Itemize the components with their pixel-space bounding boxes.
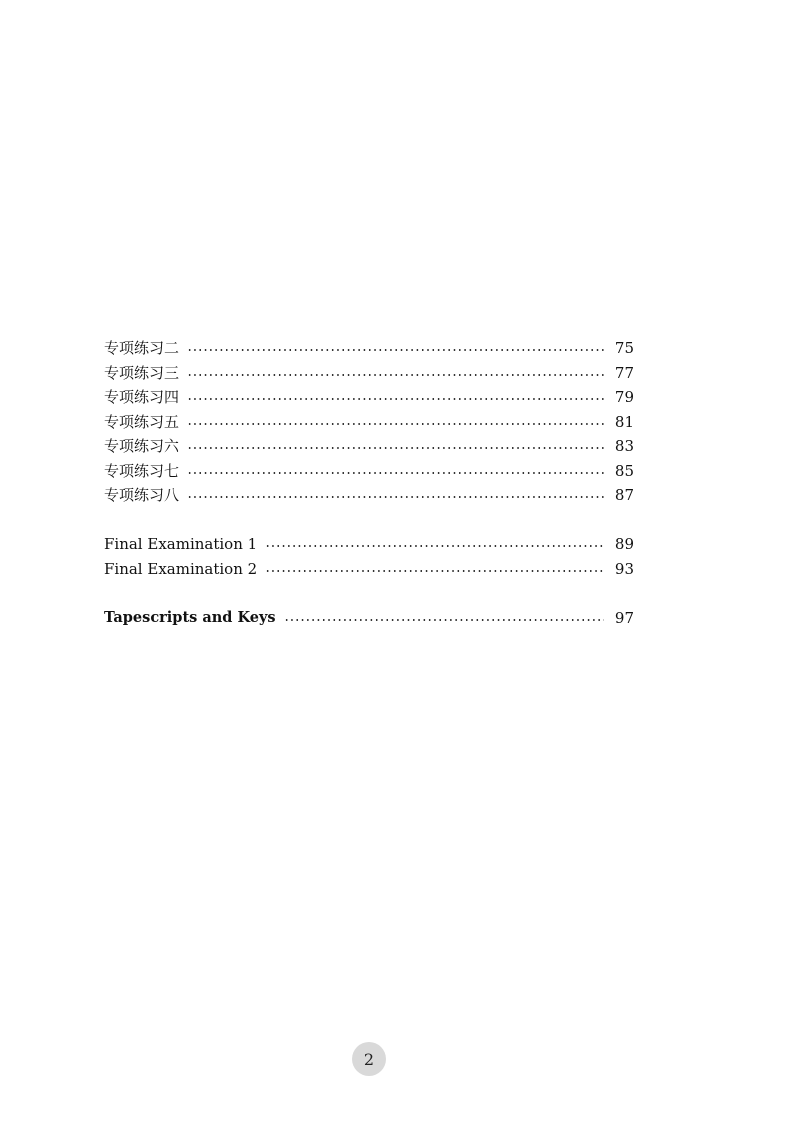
toc-entry-final-exam-2[interactable] — [104, 557, 634, 582]
toc-entry-practice-7[interactable] — [104, 459, 634, 484]
toc-entry-practice-8[interactable] — [104, 483, 634, 508]
toc-entry-label: Final Examination 1 — [104, 535, 258, 553]
toc-entry-page: 97 — [614, 608, 634, 627]
toc-entry-page: 77 — [614, 363, 634, 382]
toc-entry-page: 85 — [614, 461, 634, 480]
toc-entry-label: Tapescripts and Keys — [104, 608, 276, 626]
toc-entry-label: 专项练习七 — [104, 461, 180, 480]
page-number-badge — [352, 1042, 386, 1076]
dot-leader — [187, 472, 604, 474]
dot-leader — [187, 349, 604, 351]
dot-leader — [187, 447, 604, 449]
toc-entry-practice-6[interactable] — [104, 434, 634, 459]
dot-leader — [284, 619, 604, 621]
toc-entry-page: 81 — [614, 412, 634, 431]
toc-entry-page: 79 — [614, 388, 634, 406]
toc-entry-page: 75 — [614, 339, 634, 357]
dot-leader — [265, 570, 604, 572]
toc-entry-final-exam-1[interactable] — [104, 532, 634, 557]
toc-entry-label: 专项练习六 — [104, 437, 180, 455]
section-spacer — [104, 581, 634, 606]
dot-leader — [187, 423, 604, 425]
dot-leader — [187, 398, 604, 400]
toc-entry-page: 87 — [614, 486, 634, 504]
toc-entry-label: 专项练习五 — [104, 412, 180, 431]
toc-entry-practice-5[interactable] — [104, 410, 634, 435]
dot-leader — [187, 374, 604, 376]
dot-leader — [187, 496, 604, 498]
table-of-contents — [104, 336, 634, 630]
toc-entry-tapescripts-keys[interactable] — [104, 606, 634, 631]
toc-entry-label: 专项练习三 — [104, 363, 180, 382]
dot-leader — [265, 545, 604, 547]
toc-entry-page: 89 — [614, 535, 634, 553]
toc-entry-label: 专项练习二 — [104, 339, 180, 357]
toc-entry-practice-2[interactable] — [104, 336, 634, 361]
toc-entry-label: Final Examination 2 — [104, 559, 258, 578]
page-number: 2 — [363, 1049, 375, 1069]
toc-entry-practice-3[interactable] — [104, 361, 634, 386]
section-spacer — [104, 508, 634, 533]
toc-entry-page: 83 — [614, 437, 634, 455]
toc-entry-label: 专项练习八 — [104, 486, 180, 504]
toc-entry-practice-4[interactable] — [104, 385, 634, 410]
toc-entry-label: 专项练习四 — [104, 388, 180, 406]
toc-entry-page: 93 — [614, 559, 634, 578]
